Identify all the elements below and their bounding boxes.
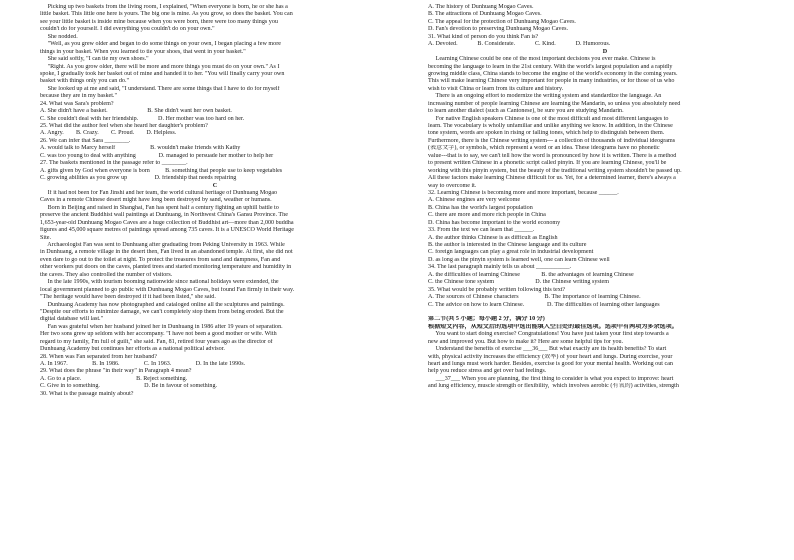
text-line: Furthermore, there is the Chinese writing system--- a collection of thousands of individual ideograms (428, 137, 676, 144)
text-line: A. The history of Dunhuang Mogao Caves. (428, 4, 534, 10)
text-line: 35. What would be probably written following this text? (428, 286, 566, 293)
text-line: She looked up at me and said, "I understand. There are some things that I have to do for myself (40, 85, 280, 92)
text-line: wish to visit China or learn from its culture and history. (428, 85, 564, 92)
text-line: little basket. This little one here is yours. The big one is mine. As you grow, so does the basket. You can (40, 11, 293, 18)
text-line: see your little basket is inside mine because when you were born, there were too many things you (40, 18, 278, 25)
text-line: If it had not been for Fan Jinshi and her team, the world cultural heritage of Dunhuang Mogao (40, 189, 278, 196)
text-line: D. China has become important to the world economy (428, 219, 561, 226)
text-line: local government planned to go public with Dunhuang Mogao Caves, but found Fan firmly in their way. (40, 286, 295, 293)
text-line: heart and lungs must work harder. Besides, exercise is good for your mental health. Working out can (428, 361, 673, 367)
text-line: learn. The vocabulary is wholly unfamiliar and unlike anything we know. In addition, in the Chinese (428, 123, 673, 129)
text-line: because they are in my basket." (40, 93, 117, 100)
text-line: regard to my family, I'm full of guilt," she said. Fan, 81, retired four years ago as the director of (40, 338, 273, 345)
text-line: 24. What was Sara's problem? (40, 100, 114, 107)
text-line: A. She didn't have a basket. B. She didn't want her own basket. (40, 108, 232, 115)
text-line: "The heritage would have been destroyed if it had been listed," she said. (40, 294, 216, 301)
text-line: D. as long as the pinyin system is learned well, one can learn Chinese well (428, 256, 610, 263)
text-line: couldn't do for yourself. I did everything you couldn't do on your own." (40, 26, 215, 33)
text-line: 33. From the text we can learn that ______. (428, 227, 535, 234)
text-line: 34. The last paragraph mainly tells us about ___________. (428, 264, 572, 271)
text-line: 30. What is the passage mainly about? (40, 390, 134, 397)
text-line: D (602, 48, 608, 55)
text-line: 1,653-year-old Dunhuang Mogao Caves are a huge collection of Buddhist art—more than 2,000 buddha (40, 219, 294, 226)
text-line: C. She couldn't deal with her friendship. D. Her mother was too hard on her. (40, 115, 245, 122)
text-line: to learn another dialect (such as Cantonese), be sure you are studying Mandarin. (428, 108, 624, 115)
text-line: value---that is to say, we can't tell how the word is pronounced by how it is written. There is a method (428, 152, 677, 159)
text-line: working with this pinyin system, but the beauty of the traditional writing system shouldn't be passed up. (428, 167, 682, 174)
text-line: "Despite our efforts to minimize damage, we can't completely stop them from being eroded. But the (40, 308, 284, 315)
text-line: Dunhuang Academy but continues her efforts as a national political advisor. (40, 346, 225, 353)
text-line: becoming the language to learn in the 21st century. With the world's largest population and a rapidly (428, 63, 673, 70)
text-line: For native English speakers Chinese is one of the most difficult and most different languages to (428, 115, 669, 122)
text-line: "Right. As you grow older, there will be more and more things you must do on your own." As I (40, 63, 280, 70)
text-line: B. the author is interested in the Chinese language and its culture (428, 242, 587, 248)
text-line: 32. Learning Chinese is becoming more and more important, because ______. (428, 189, 619, 196)
text-line: and lung efficiency, muscle strength or flexibility, which involves aerobic (有氧的) activities, strength (428, 383, 679, 390)
text-line: Archaeologist Fan was sent to Dunhuang after graduating from Peking University in 1963. While (40, 242, 285, 248)
text-line: figures and 45,000 square metres of paintings spread among 735 caves. It is a UNESCO World Heritage (40, 227, 294, 234)
text-line: way to overcome it. (428, 182, 477, 189)
text-line: "Well, as you grew older and began to do some things on your own, I began placing a few more (40, 41, 281, 48)
text-line: things in your basket. When you learned to tie your shoes, that went in your basket." (40, 48, 246, 55)
text-line: increasing number of people learning Chinese are learning the Mandarin, so unless you absolutely need (428, 100, 681, 107)
text-line: growing middle class, China stands to become the engine of the world's economy in the coming years. (428, 70, 678, 77)
text-line: Dunhuang Academy has now photographed and cataloged online all the sculptures and paintings. (40, 301, 285, 308)
text-line: A. Go to a place. B. Reject something. (40, 375, 188, 382)
text-line: You want to start doing exercise? Congratulations! You have just taken your first step towards a (428, 331, 669, 338)
left-column (40, 4, 390, 398)
text-line: A. would talk to Marcy herself B. wouldn't make friends with Kathy (40, 145, 241, 152)
text-line: She said softly, "I can tie my own shoes." (40, 56, 149, 63)
text-line: A. the difficulties of learning Chinese B. the advantages of learning Chinese (428, 271, 634, 278)
text-line: She nodded. (40, 33, 78, 40)
text-line: spoke, I gradually took her basket out of mine and handed it to her. "You will finally carry your own (40, 70, 285, 77)
text-line: Picking up two baskets from the living room, I explained, "When everyone is born, he or she has a (40, 4, 288, 10)
text-line: A. gifts given by God when everyone is born B. something that people use to keep vegetables (40, 167, 283, 174)
text-line: C (212, 182, 218, 189)
text-line: A. In 1967. B. In 1986. C. In 1963. D. In the late 1990s. (40, 361, 246, 367)
text-line: A. Chinese engines are very welcome (428, 197, 521, 204)
text-line: basket with things only you can do." (40, 78, 129, 85)
text-line: C. the Chinese tone system D. the Chinese writing system (428, 279, 609, 286)
text-line: All these factors make learning Chinese difficult for us. Yet, for a determined learner, there's always a (428, 175, 676, 182)
text-line: C. Give in to something. D. Be in favour of something. (40, 383, 218, 390)
text-line: A. The sources of Chinese characters B. The importance of learning Chinese. (428, 294, 641, 301)
text-line: Her two sons grew up seldom with her accompany. "I have not been a good mother or wife. With (40, 331, 277, 338)
text-line (428, 309, 782, 316)
text-line: There is an ongoing effort to modernize the writing system and standardize the language. An (428, 93, 662, 100)
text-line: A. Angry. B. Crazy. C. Proud. D. Helpless. (40, 130, 177, 137)
text-line: B. The attractions of Dunhuang Mogao Caves. (428, 11, 542, 18)
text-line: Learning Chinese could be one of the most important decisions you ever make. Chinese is (428, 56, 656, 63)
text-line: Born in Beijing and raised in Shanghai, Fan has spent half a century fighting an uphill battle to (40, 204, 279, 211)
text-line: digital database will last." (40, 316, 104, 323)
text-line: 29. What does the phrase "in their way" in Paragraph 4 mean? (40, 368, 192, 375)
text-line: 27. The baskets mentioned in the passage refer to ________. (40, 160, 188, 167)
text-line: C. The appeal for the protection of Dunhuang Mogao Caves. (428, 18, 576, 25)
text-line: with, physical activity increases the efficiency (效率) of your heart and lungs. During exercise, your (428, 353, 673, 360)
text-line: C. growing abilities as you grow up D. friendship that needs repairing (40, 175, 237, 182)
text-line: 28. When was Fan separated from her husband? (40, 353, 157, 360)
text-line: C. The advice on how to learn Chinese. D. The difficulties of learning other languages (428, 301, 660, 308)
text-line: help you reduce stress and get over bad feelings. (428, 368, 547, 375)
text-line: the caves. They also controlled the number of visitors. (40, 271, 173, 278)
text-line: in Dunhuang, a remote village in the desert then, Fan lived in an abandoned temple. At first, she did not (40, 249, 293, 256)
text-line: 根据短文内容，从短文后的选项中选出能填入空白处的最佳选项。选项中有两项为多余选项。 (428, 323, 678, 330)
text-line: In the late 1990s, with tourism booming nationwide since national holidays were extended, the (40, 279, 279, 286)
text-line: new and improved you. But how to make it? Here are some helpful tips for you. (428, 338, 624, 345)
text-line: This will make learning Chinese very important for people in many industries, or for those of us who (428, 78, 675, 85)
text-line: 31. What kind of person do you think Fan is? (428, 33, 539, 40)
text-line: other workers put doors on the caves, planted trees and started monitoring temperature and humidity in (40, 264, 292, 271)
text-line: ___37___ When you are planning, the first thing to consider is what you expect to improve: heart (428, 375, 674, 382)
text-line: Caves in a remote Chinese desert might have long been destroyed by sand, weather or humans. (40, 197, 272, 204)
text-line: B. China has the world's largest population (428, 204, 533, 211)
text-line: (表意文字), or symbols, which represent a word or an idea. These ideograms have no phonetic (428, 145, 660, 152)
text-line: D. Fan's devotion to preserving Dunhuang Mogao Caves. (428, 26, 569, 33)
text-line: C. there are more and more rich people in China (428, 212, 546, 219)
text-line: A. the author thinks Chinese is as difficult as English (428, 234, 558, 241)
text-line: 第二节(共 5 小题；每小题 2 分，满分 10 分) (428, 316, 545, 323)
text-line: tone system, words are spoken in rising or falling tones, which help to distinguish between them. (428, 130, 665, 137)
text-line: C. foreign languages can play a great role in industrial development (428, 249, 594, 256)
text-line: 25. What did the author feel when she heard her daughter's problem? (40, 123, 208, 129)
right-column (428, 4, 782, 391)
text-line: Site. (40, 234, 52, 241)
text-line: Fan was grateful when her husband joined her in Dunhuang in 1986 after 19 years of separation. (40, 323, 283, 330)
text-line: 26. We can infer that Sara ________. (40, 137, 131, 144)
text-line: even dare to go out to the toilet at night. To protect the treasures from sand and dampness, Fan and (40, 256, 281, 263)
text-line: C. was too young to deal with anything D. managed to persuade her mother to help her (40, 152, 274, 159)
text-line: preserve the ancient Buddhist wall paintings at Dunhuang, in Northwest China's Gansu Province. The (40, 212, 288, 219)
text-line: A. Devoted. B. Considerate. C. Kind. D. Humorous. (428, 41, 611, 48)
text-line: to present written Chinese in a phonetic script called pinyin. If you are learning Chinese, you'll be (428, 160, 667, 167)
text-line: Understand the benefits of exercise ___36___ But what exactly are its health benefits? To start (428, 346, 667, 353)
